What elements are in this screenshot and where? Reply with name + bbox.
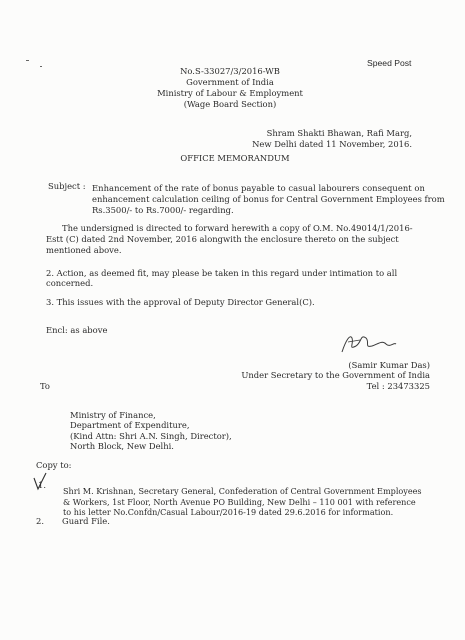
copy-to-label: Copy to: [36,460,72,470]
to-label: To [40,381,50,391]
recipient-line: Ministry of Finance, [70,410,156,420]
scan-mark [40,66,42,67]
ministry-name: Ministry of Labour & Employment [157,88,303,98]
subject-line: Rs.3500/- to Rs.7000/- regarding. [92,205,234,215]
copy-item-line: Shri M. Krishnan, Secretary General, Confederation of Central Government Employees [63,486,422,496]
speed-post-label: Speed Post [367,58,412,68]
recipient-line: (Kind Attn: Shri A.N. Singh, Director), [70,431,232,441]
subject-label: Subject : [48,181,86,191]
paragraph-line: concerned. [46,278,94,288]
paragraph-line: 2. Action, as deemed fit, may please be taken in this regard under intimation to all [46,268,398,278]
paragraph-line: 3. This issues with the approval of Deputy Director General(C). [46,297,315,307]
copy-item-number: 1. [38,480,46,490]
section-name: (Wage Board Section) [183,99,277,109]
copy-item-number: 2. [36,516,44,526]
recipient-line: Department of Expenditure, [70,420,190,430]
signature-scribble [338,330,400,358]
copy-item-line: to his letter No.Confdn/Casual Labour/2016-19 dated 29.6.2016 for information. [63,507,394,517]
recipient-line: North Block, New Delhi. [70,441,174,451]
government-name: Government of India [186,77,274,87]
paragraph-line: Estt (C) dated 2nd November, 2016 alongwith the enclosure thereto on the subject [46,234,399,244]
copy-item-line: Guard File. [62,516,110,526]
enclosure-note: Encl: as above [46,325,108,335]
subject-line: enhancement calculation ceiling of bonus for Central Government Employees from [92,194,445,204]
file-number: No.S-33027/3/2016-WB [180,66,280,76]
copy-item-line: & Workers, 1st Floor, North Avenue PO Building, New Delhi – 110 001 with reference [63,497,416,507]
memo-date: New Delhi dated 11 November, 2016. [252,139,412,149]
paragraph-line: mentioned above. [46,245,122,255]
signatory-telephone: Tel : 23473325 [366,381,430,391]
signatory-designation: Under Secretary to the Government of India [241,370,430,380]
memo-title: OFFICE MEMORANDUM [180,153,290,163]
subject-line: Enhancement of the rate of bonus payable to casual labourers consequent on [92,183,425,193]
signatory-name: (Samir Kumar Das) [348,360,430,370]
office-address: Shram Shakti Bhawan, Rafi Marg, [266,128,412,138]
paragraph-line: The undersigned is directed to forward herewith a copy of O.M. No.49014/1/2016- [62,223,413,233]
scan-mark [26,60,29,61]
